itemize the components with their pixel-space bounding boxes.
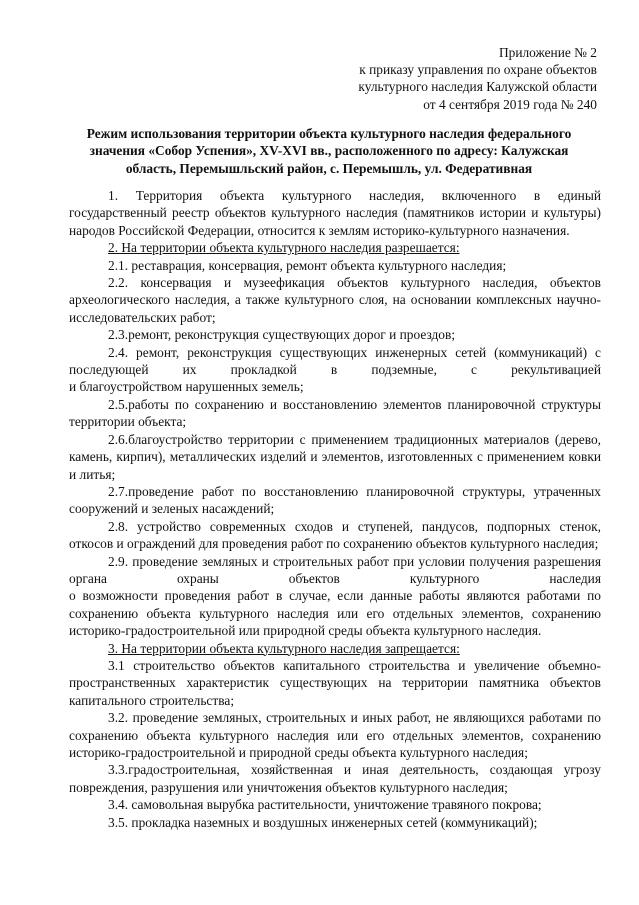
paragraph: 3.4. самовольная вырубка растительности, уничтожение травяного покрова; <box>108 797 542 813</box>
paragraph: 2.8. устройство современных сходов и ступеней, пандусов, подпорных стенок, откосов и ограждений для проведения работ по сохранению объектов культурного наследия; <box>69 518 601 552</box>
paragraph: 2.5.работы по сохранению и восстановлению элементов планировочной структуры территории объекта; <box>69 396 601 430</box>
paragraph: 3.3.градостроительная, хозяйственная и иная деятельность, создающая угрозу повреждения, разрушения или уничтожения объектов культурного наследия; <box>69 762 601 795</box>
document-title: Режим использования территории объекта культурного наследия федерального значения «Собор Успения», XV-XVI вв., расположенного по адресу: Калужская область, Перемышльский район, с. Перемышль, ул. Федеративная <box>86 126 572 176</box>
appendix-line: к приказу управления по охране объектов <box>359 62 597 78</box>
paragraph: 2.6.благоустройство территории с применением традиционных материалов (дерево, камень, кирпич), металлических изделий и элементов, изготовленных с применением ковки и литья; <box>69 431 601 482</box>
appendix-line: от 4 сентября 2019 года № 240 <box>423 96 597 112</box>
document-body <box>69 187 601 831</box>
paragraph: 2.9. проведение земляных и строительных работ при условии получения разрешения органа охраны объектов культурного наследия <box>69 553 601 586</box>
paragraph-continuation: о возможности проведения работ в случае, если данные работы являются работами по сохранению объекта культурного наследия или его отдельных элементов, сохранению историко-градостроительной или природной среды объекта культурного наследия. <box>69 588 601 639</box>
paragraph: 3.2. проведение земляных, строительных и иных работ, не являющихся работами по сохранению объекта культурного наследия или его отдельных элементов, сохранению историко-градостроительной и природной среды объекта культурного наследия; <box>69 710 601 760</box>
paragraph: 2.4. ремонт, реконструкция существующих инженерных сетей (коммуникаций) с последующей их прокладкой в подземные, с рекультивацией <box>69 344 601 378</box>
paragraph: 2.3.ремонт, реконструкция существующих дорог и проездов; <box>108 327 456 343</box>
paragraph: 3.1 строительство объектов капитального строительства и увеличение объемно-пространственных характеристик существующих на территории памятника объектов капитального строительства; <box>69 657 601 708</box>
appendix-header <box>277 44 597 113</box>
paragraph: 1. Территория объекта культурного наследия, включенного в единый государственный реестр объектов культурного наследия (памятников истории и культуры) народов Российской Федерации, относится к землям историко-культурного назначения. <box>69 188 601 238</box>
paragraph: 2.2. консервация и музеефикация объектов культурного наследия, объектов археологического наследия, а также культурного слоя, на основании комплексных научно-исследовательских работ; <box>69 275 601 325</box>
appendix-line: Приложение № 2 <box>498 45 597 60</box>
section-heading: 3. На территории объекта культурного наследия запрещается: <box>108 640 460 656</box>
paragraph: 2.7.проведение работ по восстановлению планировочной структуры, утраченных сооружений и зеленых насаждений; <box>69 483 601 517</box>
appendix-line: культурного наследия Калужской области <box>358 79 597 95</box>
section-heading: 2. На территории объекта культурного наследия разрешается: <box>108 240 460 256</box>
paragraph: 3.5. прокладка наземных и воздушных инженерных сетей (коммуникаций); <box>108 814 538 830</box>
paragraph-continuation: и благоустройством нарушенных земель; <box>69 379 304 395</box>
paragraph: 2.1. реставрация, консервация, ремонт объекта культурного наследия; <box>108 257 507 273</box>
